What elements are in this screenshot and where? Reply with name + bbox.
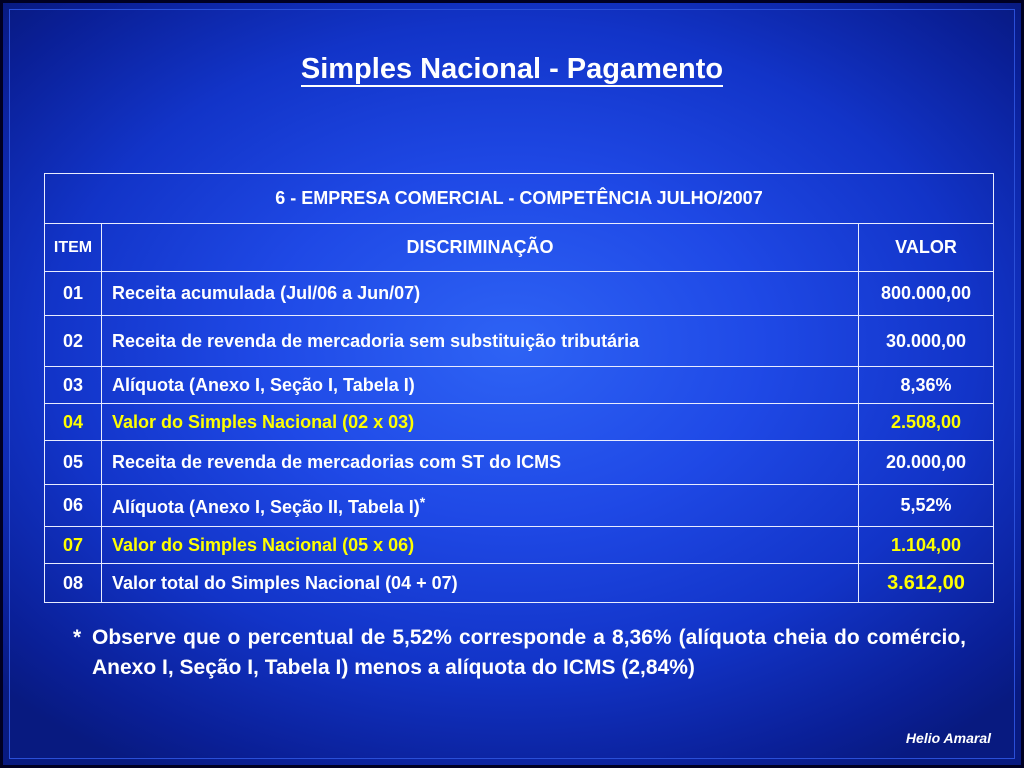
header-value: VALOR (859, 224, 994, 272)
table-row (45, 441, 994, 485)
row-description: Receita acumulada (Jul/06 a Jun/07) (102, 272, 859, 316)
table-row (45, 485, 994, 527)
row-value: 5,52% (859, 485, 994, 527)
row-value: 800.000,00 (859, 272, 994, 316)
row-item: 01 (45, 272, 102, 316)
row-item: 07 (45, 527, 102, 564)
row-item: 06 (45, 485, 102, 527)
row-value: 8,36% (859, 367, 994, 404)
row-description-text: Alíquota (Anexo I, Seção II, Tabela I) (112, 496, 420, 517)
row-value-total: 3.612,00 (859, 564, 994, 603)
table-row (45, 272, 994, 316)
row-description: Receita de revenda de mercadoria sem substituição tributária (102, 316, 859, 367)
table-row-total (45, 564, 994, 603)
row-description: Receita de revenda de mercadorias com ST do ICMS (102, 441, 859, 485)
row-description: Alíquota (Anexo I, Seção I, Tabela I) (102, 367, 859, 404)
table-header-row (45, 224, 994, 272)
header-item: ITEM (45, 224, 102, 272)
footnote-marker: * (419, 493, 426, 510)
footnote (73, 623, 966, 683)
row-value: 20.000,00 (859, 441, 994, 485)
row-description: Valor total do Simples Nacional (04 + 07) (102, 564, 859, 603)
table-row-highlight (45, 404, 994, 441)
table-row-highlight (45, 527, 994, 564)
author-credit: Helio Amaral (905, 730, 991, 746)
header-description: DISCRIMINAÇÃO (102, 224, 859, 272)
row-item: 08 (45, 564, 102, 603)
row-value: 1.104,00 (859, 527, 994, 564)
footnote-text: Observe que o percentual de 5,52% corresponde a 8,36% (alíquota cheia do comércio, Anexo I, Seção I, Tabela I) menos a alíquota do ICMS (2,84%) (92, 626, 966, 679)
table-row (45, 316, 994, 367)
row-value: 2.508,00 (859, 404, 994, 441)
slide-title-text: Simples Nacional - Pagamento (300, 53, 724, 85)
table-title: 6 - EMPRESA COMERCIAL - COMPETÊNCIA JULHO/2007 (45, 174, 994, 224)
payment-table (44, 173, 994, 603)
slide-title (3, 53, 1021, 86)
table-title-row (45, 174, 994, 224)
table-row (45, 367, 994, 404)
row-item: 02 (45, 316, 102, 367)
row-item: 04 (45, 404, 102, 441)
row-description: Valor do Simples Nacional (02 x 03) (102, 404, 859, 441)
footnote-marker: * (73, 626, 82, 649)
row-item: 03 (45, 367, 102, 404)
row-value: 30.000,00 (859, 316, 994, 367)
row-description: Valor do Simples Nacional (05 x 06) (102, 527, 859, 564)
row-description (102, 485, 859, 527)
row-item: 05 (45, 441, 102, 485)
